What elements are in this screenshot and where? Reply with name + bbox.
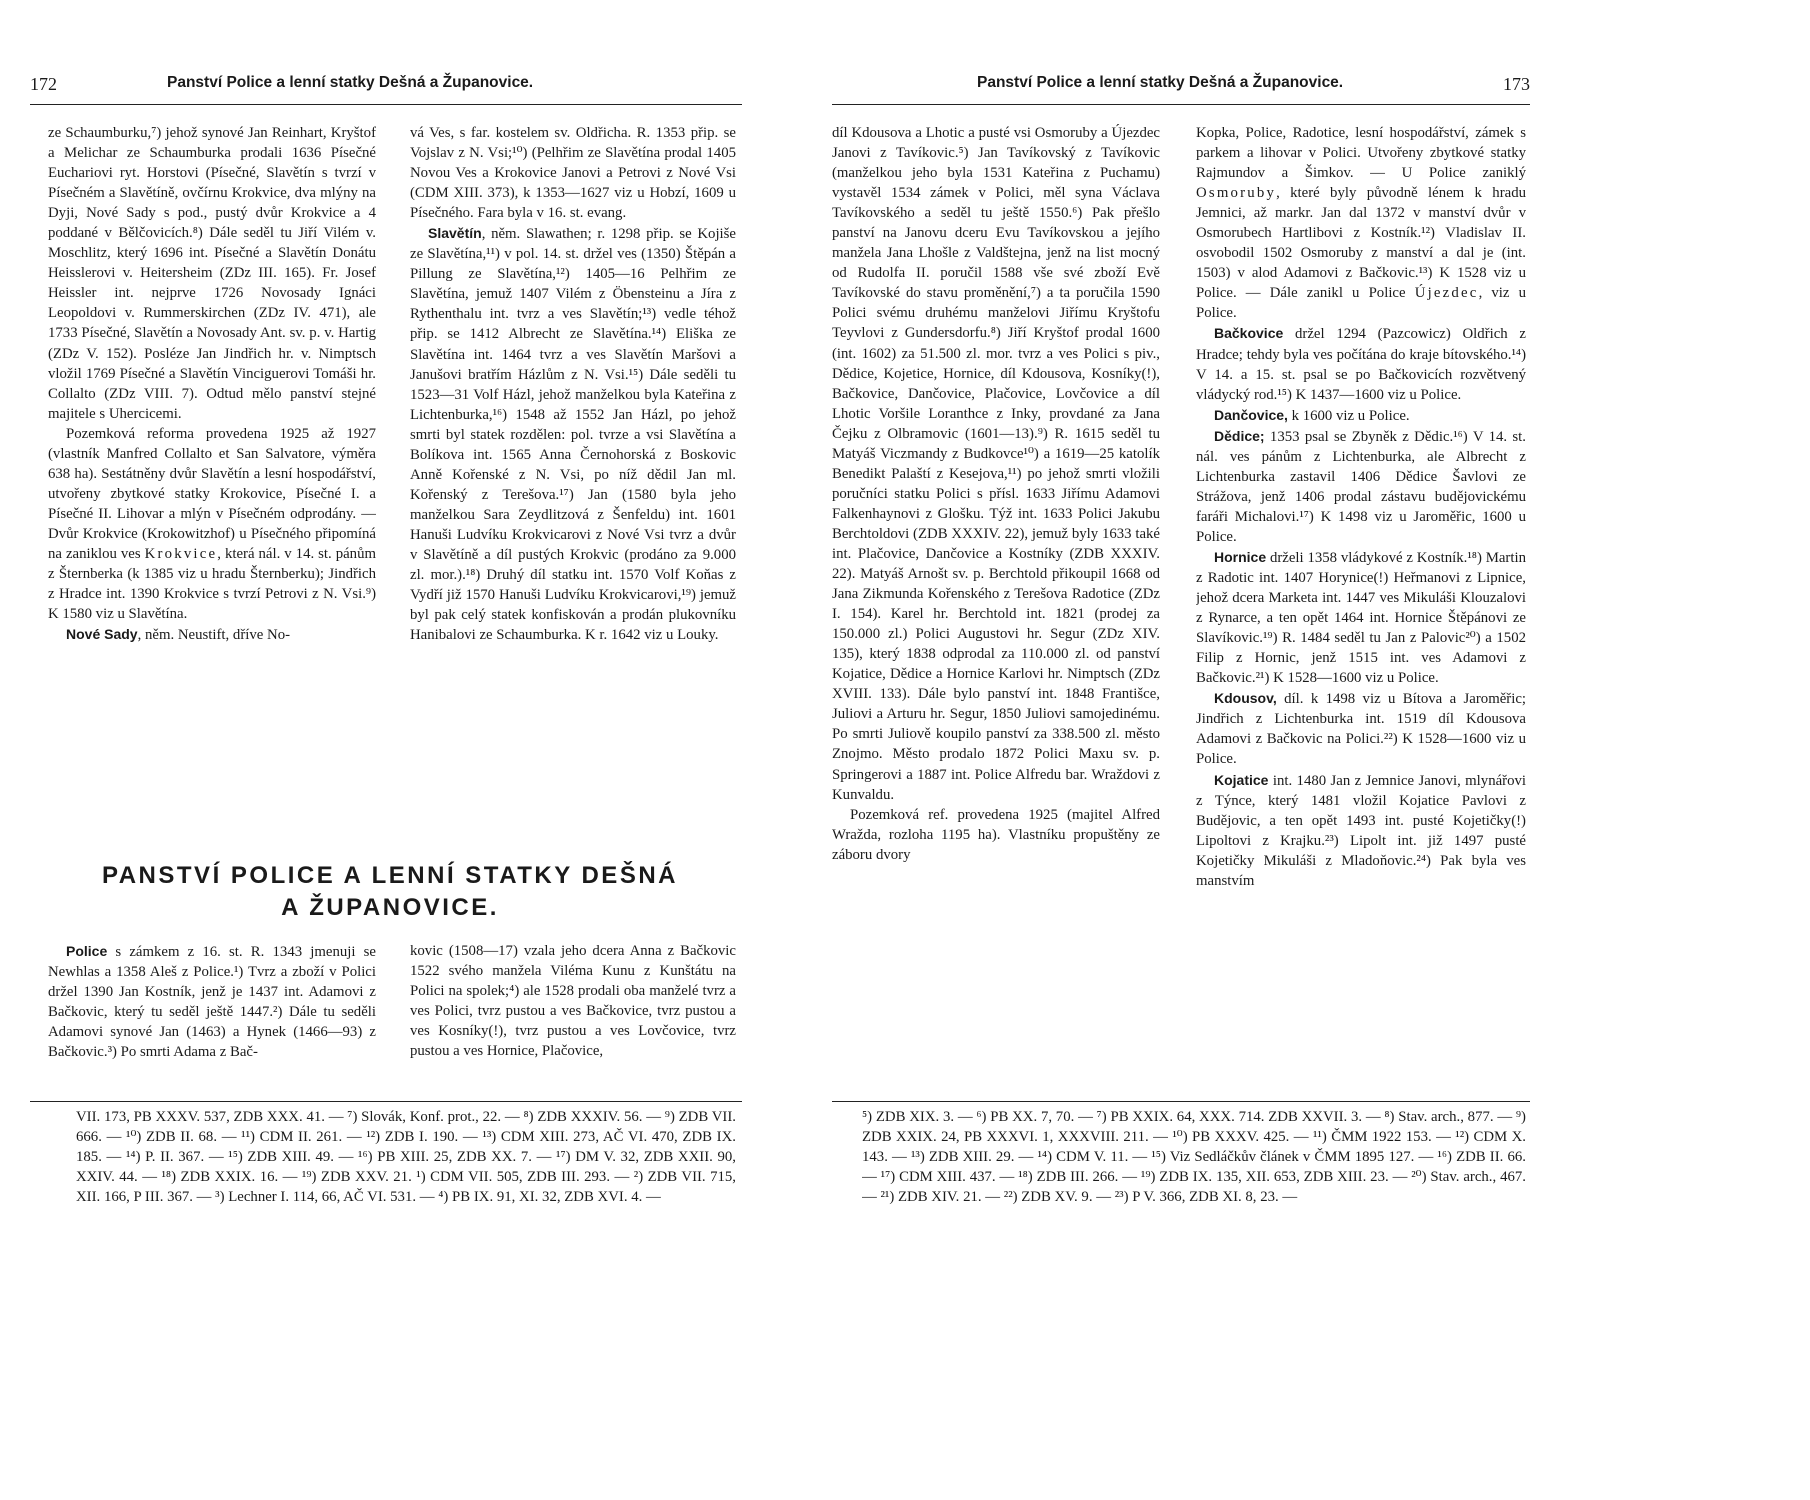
left-page-number: 172 [30,74,57,94]
entry-lemma: Kojatice [1214,771,1269,788]
paragraph: vá Ves, s far. kostelem sv. Oldřicha. R. 1353 přip. se Vojslav z N. Vsi;¹⁰) (Pelhřim ze Slavětína prodal 1405 Novou Ves a Krokovice Janovi a Petrovi z Nové Vsi (CDM XIII. 373), k 1353—1627 viz u Hobzí, 1609 u Písečného. Fara byla v 16. st. evang. [410,125,736,222]
paragraph [48,424,376,624]
entry-lemma: Slavětín [428,225,482,242]
left-column-1 [48,123,376,813]
left-running-head: Panství Police a lenní statky Dešná a Županovice. [167,74,534,91]
entry [48,624,376,645]
entry [1196,323,1526,404]
right-running-head: Panství Police a lenní statky Dešná a Županovice. [977,74,1344,91]
entry-lemma: Hornice [1214,548,1267,565]
right-column-2 [1196,123,1526,1103]
entry-lemma: Police [66,943,108,959]
entry-text: 1353 psal se Zbyněk z Dědic.¹⁶) V 14. st. nál. ves pánům z Lichtenburka, ale Albrecht z Lichtenburka zastavil 1406 Dědice Šavlovi ze Strážova, jenž 1406 prodal zástavu budějovickému faráři Michalovi.¹⁷) K 1498 viz u Jaroměřic, 1600 u Police. [1196,428,1526,545]
entry [1196,688,1526,769]
entry-text: k 1600 viz u Police. [1287,407,1410,424]
entry-lemma: Dědice; [1214,427,1265,444]
spaced-place-name: Krokvice [144,545,218,562]
right-page-header [842,74,1530,100]
paragraph-text: Pozemková reforma provedena 1925 až 1927 (vlastník Manfred Collalto et San Salvatore, výměra 638 ha). Sestátněny dvůr Slavětín a lesní hospodářství, utvořeny zbytkové statky Krokovice, Písečné I. a Písečné II. Lihovar a mlýn v Písečném odprodány. — Dvůr Krokvice (Krokowitzhof) u Písečného připomíná na zaniklou ves [48,425,376,562]
entry [1196,405,1526,426]
entry-lemma: Nové Sady [66,626,138,643]
chapter-title [60,860,720,924]
left-header-rule [30,104,742,105]
right-footnotes: ⁵) ZDB XIX. 3. — ⁶) PB XX. 7, 70. — ⁷) PB XXIX. 64, XXX. 714. ZDB XXVII. 3. — ⁸) Stav. arch., 877. — ⁹) ZDB XXIX. 24, PB XXXVI. 1, XXXVIII. 211. — ¹⁰) PB XXXV. 425. — ¹¹) ČMM 1922 153. — ¹²) CDM X. 143. — ¹³) ZDB XIII. 29. — ¹⁴) CDM V. 11. — ¹⁵) Viz Sedláčkův článek v ČMM 1895 127. — ¹⁶) ZDB II. 66. — ¹⁷) CDM XIII. 437. — ¹⁸) ZDB III. 266. — ¹⁹) ZDB IX. 135, XII. 653, ZDB XIII. 23. — ²⁰) Stav. arch., 467. — ²¹) ZDB XIV. 21. — ²²) ZDB XV. 9. — ²³) P V. 366, ZDB XI. 8, 23. — [862,1109,1526,1206]
chapter-title-line: A ŽUPANOVICE. [281,894,499,921]
right-page-number: 173 [1503,74,1530,94]
entry-text: díl. k 1498 viz u Bítova a Jaroměřic; Jindřich z Lichtenburka int. 1519 díl Kdousova Adamovi z Bačkovic na Polici.²²) K 1528—1600 viz u Police. [1196,691,1526,768]
entry [48,941,376,1062]
entry [1196,426,1526,547]
entry-text: int. 1480 Jan z Jemnice Janovi, mlynářovi z Týnce, který 1481 vložil Kojatice Pavlovi z Budějovic, a ten opět 1493 int. pusté Kojetičky(!) Lipoltovi z Krajku.²³) Lipolt int. již 1497 pusté Kojetičky Mikuláši z Mladoňovic.²⁴) Pak byla ves manstvím [1196,772,1526,889]
chapter-title-line: PANSTVÍ POLICE A LENNÍ STATKY DEŠNÁ [102,862,678,889]
paragraph [1196,123,1526,323]
entry [1196,770,1526,891]
paragraph-text: , viz u Police. [1196,285,1526,322]
left-page-header [30,74,742,100]
paragraph-text: , která nál. v 14. st. pánům z Šternberka (k 1385 viz u hradu Šternberku); Jindřich z Hradce int. 1390 Krokvice s tvrzí Petrovi z N. Vsi.⁹) K 1580 viz u Slavětína. [48,545,376,623]
left-column-2 [410,123,736,813]
left-column-3 [48,941,376,1096]
left-column-4 [410,941,736,1096]
paragraph: Pozemková ref. provedena 1925 (majitel Alfred Wražda, rozloha 1195 ha). Vlastníku propuštěny ze záboru dvory [832,806,1160,863]
left-footnote-rule [30,1101,742,1102]
paragraph-text: , které byly původně lénem k hradu Jemnici, až markr. Jan dal 1372 v manství dvůr v Osmorubech Hartlibovi z Kostník.¹²) Vladislav II. osvobodil 1502 Osmoruby z manství a dal je (int. 1503) v alod Adamovi z Bačkovic.¹³) K 1528 viz u Police. — Dále zanikl u Police [1196,185,1526,302]
right-footnote-rule [832,1101,1530,1102]
spaced-place-name: Újezdec [1414,285,1479,302]
spaced-place-name: Osmoruby [1196,185,1277,202]
entry-text: drželi 1358 vládykové z Kostník.¹⁸) Martin z Radotic int. 1407 Horynice(!) Heřmanovi z Lipnice, jehož dcera Marketa int. 1447 ves Mikuláši Klouzalovi z Rynarce, a ten opět 1464 int. Hornice Štěpánovi ze Slavíkovic.¹⁹) R. 1484 seděl tu Jan z Palovic²⁰) a 1502 Filip z Hornic, jenž 1515 int. ves Adamovi z Bačkovic.²¹) K 1528—1600 viz u Police. [1196,549,1526,687]
paragraph: díl Kdousova a Lhotic a pusté vsi Osmoruby a Újezdec Janovi z Tavíkovic.⁵) Jan Tavíkovský z Tavíkovic (manželkou jeho byla 1531 Kateřina z Puchamu) vystavěl 1534 zámek v Polici, měl syna Václava Tavíkovského a seděl tu ještě 1550.⁶) Pak přešlo panství na Janovu dceru Evu Tavíkovskou a jejího manžela Jana Lhošle z Valdštejna, jenž na list mocný od Rudolfa II. poručil 1588 vše své zboží Evě Tavíkovské do stavu proměnění,⁷) a ta poručila 1590 Polici svému druhému manželovi Jiřímu Kryštofu Teyvlovi z Gundersdorfu.⁸) Jiří Kryštof prodal 1600 (int. 1602) za 51.500 zl. mor. tvrz a ves Polici s piv., Dědice, Kojetice, Hornice, díl Kdousova, Kosníky(!), Bačkovice, Dančovice, Plačovice, Lovčovice a díl Lhotic Voršile Loranthce z Inky, provdané za Jana Čejku z Olbramovic (1601—13).⁹) R. 1615 seděl tu Matyáš Viczmandy z Budkovce¹⁰) a 1619—25 katolík Benedikt Palaští z Kesejova,¹¹) po jehož smrti vložili poručníci statku Polici s přísl. 1633 Jiřímu Adamovi Falkenhaynovi z Glošku. Týž int. 1633 Polici Jakubu Berchtoldovi (ZDB XXXIV. 22), jemuž byly 1633 také int. Plačovice, Dančovice a Kostníky (ZDB XXXIV. 22). Matyáš Arnošt sv. p. Berchtold přikoupil 1668 od Jana Zikmunda Kořenského z Terešova Radotice (ZDz I. 154). Karel hr. Berchtold int. 1821 (prodej za 150.000 zl.) Polici Augustovi hr. Segur (ZDz XIV. 135), který 1838 odprodal za 110.000 zl. od panství Kojatice, Dědice a Hornice Karlovi hr. Nimptsch (ZDz XVIII. 133). Dále bylo panství int. 1848 Františce, Juliovi a Arturu hr. Segur, 1850 Juliovi samojedinému. Po smrti Juliově koupilo panství za 338.500 zl. město Znojmo. Město prodalo 1872 Polici Maxu sv. p. Springerovi a 1887 int. Police Alfredu bar. Wraždovi z Kunvaldu. [832,125,1160,803]
entry-text: držel 1294 (Pazcowicz) Oldřich z Hradce; tehdy byla ves počítána do kraje bítovského.¹⁴) V 14. a 15. st. psal se po Bačkovicích rozvětvený vládycký rod.¹⁵) K 1437—1600 viz u Police. [1196,326,1526,403]
entry-text: , něm. Slawathen; r. 1298 přip. se Kojiše ze Slavětína,¹¹) v pol. 14. st. držel ves (1350) Štěpán a Pillung ze Slavětína,¹²) 1405—16 Pelhřim ze Slavětína, jemuž 1407 Vilém z Öbensteinu a Jíra z Rythenthalu int. tvrz a ves Slavětín;¹³) vedle téhož přip. se 1412 Albrecht ze Slavětína.¹⁴) Eliška ze Slavětína int. 1464 tvrz a ves Slavětín Maršovi a Janušovi bratřím Házlům z N. Vsi.¹⁵) Dále seděli tu 1523—31 Volf Házl, jehož manželkou byla Kateřina z Lichtenburka,¹⁶) 1548 až 1552 Jan Házl, po jehož smrti byl statek rozdělen: pol. tvrze a vsi Slavětína a Bolíkova int. 1565 Anna Černohorská z Boskovic Anně Kořenské z N. Vsi, po níž dědil Jan ml. Kořenský z Terešova.¹⁷) Jan (1580 byla jeho manželkou Sara Zeydlitzová z Šenfeldu) int. 1601 Hanuši Ludvíku Krokvicarovi z Nové Vsi tvrz a dvůr v Slavětíně a díl pustých Krokvic (prodáno za 9.000 zl. mor.).¹⁸) Druhý díl statku int. 1570 Volf Koňas z Vydří již 1570 Hanuši Ludvíku Krokvicarovi,¹⁹) jemuž byl pak celý statek konfiskován a prodán plukovníku Hanibalovi ze Schaumburka. K r. 1642 viz u Louky. [410,226,736,644]
paragraph: ze Schaumburku,⁷) jehož synové Jan Reinhart, Kryštof a Melichar ze Schaumburka prodali 1636 Písečné Euchariovi ryt. Horstovi (Písečné, Slavětín s tvrzí v Písečném a Slavětíně, ovčírnu Krokvice, dva mlýny na Dyji, Nové Sady s pod., pustý dvůr Krokvice a 4 poddané v Bělčovicích.⁸) Dále seděl tu Jiří Vilém v. Moschlitz, který 1696 int. Písečné a Slavětín Donátu Heisslerovi v. Heitersheim (ZDz III. 165). Fr. Josef Heissler int. nejprve 1726 Novosady Ignáci Leopoldovi v. Rummerskirchen (ZDz IV. 471), ale 1733 Písečné, Slavětín a Novosady Ant. sv. p. v. Hartig (ZDz V. 152). Posléze Jan Jindřich hr. v. Nimptsch vložil 1769 Písečné a Slavětín Vinciguerovi Tomáši hr. Collalto (ZDz VIII. 7). Odtud mělo panství stejné majitele s Uhercicemi. [48,125,376,422]
entry-lemma: Bačkovice [1214,325,1284,342]
paragraph-text: Kopka, Police, Radotice, lesní hospodářství, zámek s parkem a lihovar v Polici. Utvořeny zbytkové statky Rajmundov a Šimkov. — U Police zaniklý [1196,125,1526,182]
entry [410,223,736,645]
left-page [0,0,780,1300]
entry-text: s zámkem z 16. st. R. 1343 jmenuji se Newhlas a 1358 Aleš z Police.¹) Tvrz a zboží v Polici držel 1390 Jan Kostník, jenž je 1437 int. Adamovi z Bačkovic, který tu seděl ještě 1447.²) Dále tu seděli Adamovi synové Jan (1463) a Hynek (1466—93) z Bačkovic.³) Po smrti Adama z Bač- [48,944,376,1061]
entry [1196,547,1526,688]
right-page [780,0,1560,1300]
left-footnotes: VII. 173, PB XXXV. 537, ZDB XXX. 41. — ⁷) Slovák, Konf. prot., 22. — ⁸) ZDB XXXIV. 56. — ⁹) ZDB VII. 666. — ¹⁰) ZDB II. 68. — ¹¹) CDM II. 261. — ¹²) ZDB I. 190. — ¹³) CDM XIII. 273, AČ VI. 470, ZDB IX. 185. — ¹⁴) P. II. 367. — ¹⁵) ZDB XIII. 49. — ¹⁶) PB XIII. 25, ZDB XX. 7. — ¹⁷) DM V. 32, ZDB XXII. 90, XXIV. 44. — ¹⁸) ZDB XXIX. 16. — ¹⁹) ZDB XXV. 21. ¹) CDM VII. 505, ZDB III. 293. — ²) ZDB VII. 715, XII. 166, P III. 367. — ³) Lechner I. 114, 66, AČ VI. 531. — ⁴) PB IX. 91, XI. 32, ZDB XVI. 4. — [76,1109,736,1206]
entry-text: , něm. Neustift, dříve No- [137,627,291,644]
entry-lemma: Kdousov, [1214,690,1277,707]
right-column-1 [832,123,1160,1103]
paragraph: kovic (1508—17) vzala jeho dcera Anna z Bačkovic 1522 svého manžela Viléma Kunu z Kunštátu na Polici na spolek;⁴) ale 1528 prodali oba manželé tvrz a ves Polici, tvrz pustou a ves Bačkovice, tvrz pustou a ves Kosníky(!), tvrz pustou a ves Lovčovice, tvrz pustou a ves Hornice, Plačovice, [410,943,736,1060]
right-header-rule [832,104,1530,105]
entry-lemma: Dančovice, [1214,406,1288,423]
